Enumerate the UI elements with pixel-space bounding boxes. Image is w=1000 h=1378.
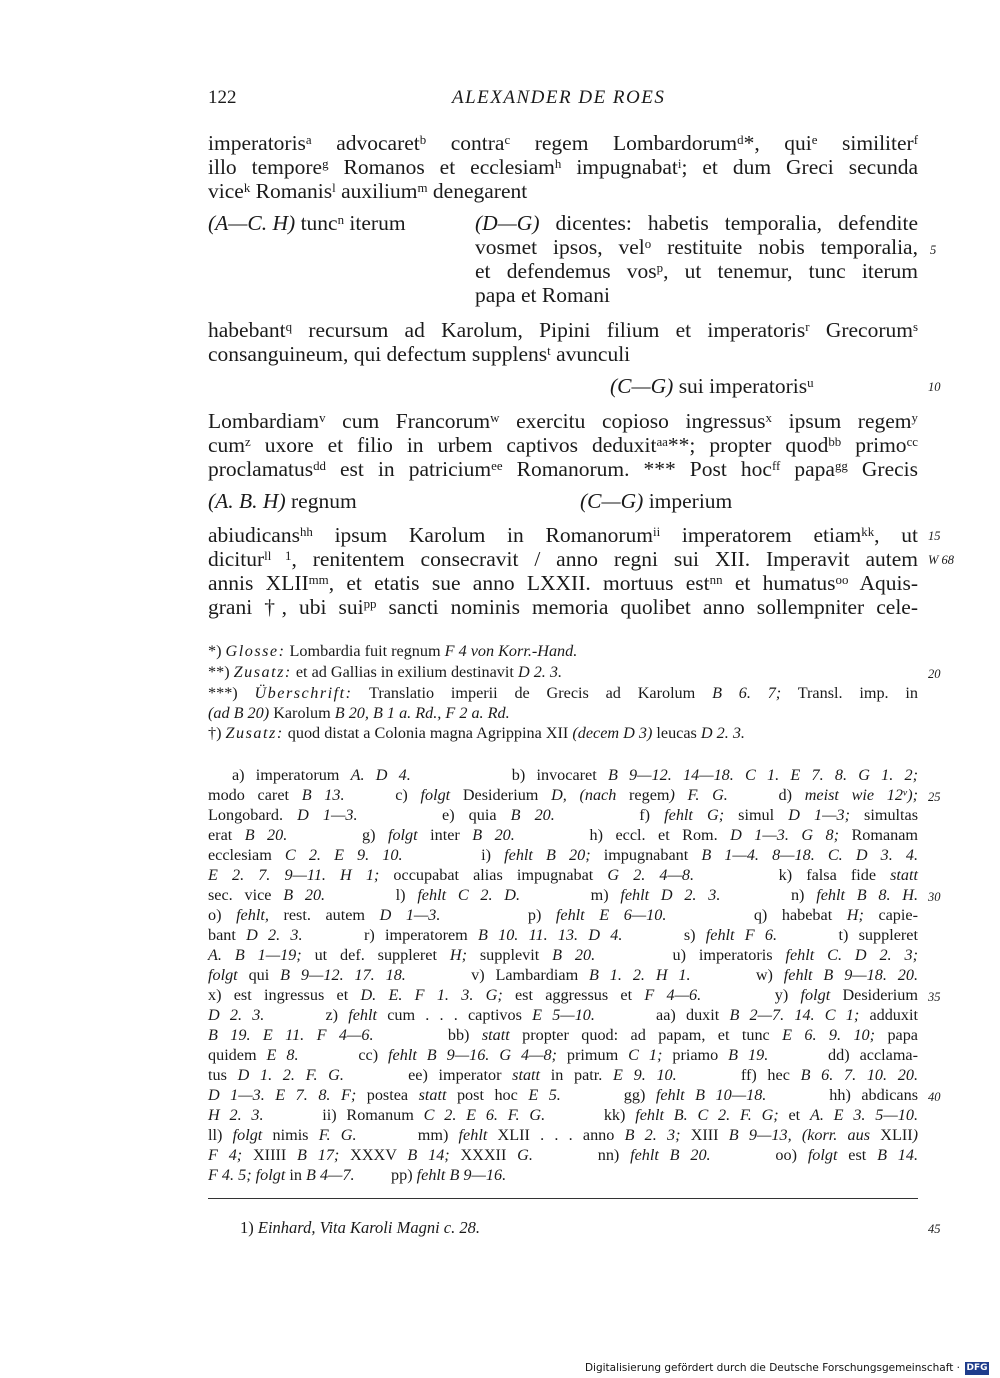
apparatus-line: B 19. E 11. F 4—6. bb) statt propter quod: ad papam, et tunc E 6. 9. 10; papa [208, 1026, 918, 1044]
body-line: dicitur$^{ll 1}$, renitentem consecravit / anno regni sui XII. Imperavit autem [208, 547, 918, 571]
apparatus-line: D 1—3. E 7. 8. F; postea statt post hoc E 5. gg) fehlt B 10—18. hh) abdicans [208, 1086, 919, 1104]
apparatus-line: ecclesiam C 2. E 9. 10. i) fehlt B 20; impugnabant B 1—4. 8—18. C. D 3. 4. [208, 846, 919, 864]
running-title: ALEXANDER DE ROES [452, 87, 666, 108]
line-number: 10 [928, 380, 941, 394]
funding-credit: Digitalisierung gefördert durch die Deutsche Forschungsgemeinschaft · [584, 1362, 960, 1374]
footnote-rule [208, 1198, 918, 1199]
apparatus-line: F 4. 5; folgt in B 4—7. pp) fehlt B 9—16. [208, 1166, 507, 1184]
apparatus-line: sec. vice B 20. l) fehlt C 2. D. m) fehlt D 2. 3. n) fehlt B 8. H. [208, 886, 919, 904]
apparatus-line: tus D 1. 2. F. G. ee) imperator statt in patr. E 9. 10. ff) hec B 6. 7. 10. 20. [208, 1066, 919, 1084]
apparatus-line: erat B 20. g) folgt inter B 20. h) eccl. et Rom. D 1—3. G 8; Romanam [208, 826, 919, 844]
asterisk-note: ***) Überschrift: Translatio imperii de Grecis ad Karolum B 6. 7; Transl. imp. in [208, 684, 918, 702]
body-line: cum$^z$ uxore et filio in urbem captivos deduxit$^{aa}$**; propter quod$^{bb}$ primo$^{cc}$ [208, 433, 919, 457]
apparatus-line: bant D 2. 3. r) imperatorem B 10. 11. 13. D 4. s) fehlt F 6. t) suppleret [208, 926, 918, 944]
asterisk-note: †) Zusatz: quod distat a Colonia magna Agrippina XII (decem D 3) leucas D 2. 3. [208, 724, 745, 742]
asterisk-note: (ad B 20) Karolum B 20, B 1 a. Rd., F 2 a. Rd. [208, 704, 510, 722]
body-line: imperatoris$^a$ advocaret$^b$ contra$^c$ regem Lombardorum$^d$*, qui$^e$ similiter$^f$ [208, 131, 918, 155]
line-number: 40 [928, 1090, 941, 1104]
variant-right: (C—G) imperium [580, 489, 733, 513]
asterisk-note: *) Glosse: Lombardia fuit regnum F 4 von Korr.-Hand. [208, 642, 578, 660]
body-line: annis $XLII^{mm}$, et etatis sue anno LXXII. mortuus est$^{nn}$ et humatus$^{oo}$ Aquis- [208, 571, 919, 595]
apparatus-line: folgt qui B 9—12. 17. 18. v) Lambardiam B 1. 2. H 1. w) fehlt B 9—18. 20. [208, 966, 919, 984]
apparatus-line: F 4; XIIII B 17; XXXV B 14; XXXII G. nn) fehlt B 20. oo) folgt est B 14. [208, 1146, 919, 1164]
variant-left: (A. B. H) regnum [208, 489, 357, 513]
apparatus-line: a) imperatorum A. D 4. b) invocaret B 9—12. 14—18. C 1. E 7. 8. G 1. 2; [232, 766, 918, 784]
line-number: 15 [928, 529, 941, 543]
dfg-logo: DFG [966, 1363, 988, 1373]
body-line: consanguineum, qui defectum supplens$^t$ avunculi [208, 342, 631, 366]
body-line: vice$^k$ Romanis$^l$ auxilium$^m$ denegarent [208, 179, 528, 203]
variant-right: et defendemus vos$^p$, ut tenemur, tunc iterum [475, 259, 918, 283]
variant-left: (A—C. H) tunc$^n$ iterum [208, 211, 406, 235]
asterisk-note: **) Zusatz: et ad Gallias in exilium destinavit D 2. 3. [208, 663, 563, 681]
line-number: 25 [928, 790, 941, 804]
apparatus-line: H 2. 3. ii) Romanum C 2. E 6. F. G. kk) fehlt B. C 2. F. G; et A. E 3. 5—10. [208, 1106, 918, 1124]
line-number: 5 [930, 243, 937, 257]
body-line: proclamatus$^{dd}$ est in patricium$^{ee}$ Romanorum. *** Post hoc$^{ff}$ papa$^{gg}$ Grecis [208, 457, 918, 481]
variant-right: (D—G) dicentes: habetis temporalia, defendite [475, 211, 918, 235]
body-line: abiudicans$^{hh}$ ipsum Karolum in Romanorum$^{ii}$ imperatorem etiam$^{kk}$, ut [208, 523, 918, 547]
apparatus-line: Longobard. D 1—3. e) quia B 20. f) fehlt G; simul D 1—3; simultas [208, 806, 919, 824]
apparatus-line: A. B 1—19; ut def. suppleret H; supplevit B 20. u) imperatoris fehlt C. D 2. 3; [208, 946, 918, 964]
footnote: 1) Einhard, Vita Karoli Magni c. 28. [240, 1218, 481, 1237]
line-number: W 68 [928, 553, 955, 567]
apparatus-line: o) fehlt, rest. autem D 1—3. p) fehlt E 6—10. q) habebat H; capie- [208, 906, 918, 924]
line-number: 20 [928, 667, 941, 681]
body-line: grani †, ubi sui$^{pp}$ sancti nominis memoria quolibet anno sollempniter cele- [208, 595, 918, 619]
variant-right: (C—G) sui imperatoris$^u$ [610, 374, 814, 398]
apparatus-line: modo caret B 13. c) folgt Desiderium D, (nach regem) F. G. d) meist wie 12$^v$); [208, 786, 919, 804]
apparatus-line: D 2. 3. z) fehlt cum . . . captivos E 5—10. aa) duxit B 2—7. 14. C 1; adduxit [208, 1006, 918, 1024]
body-line: Lombardiam$^v$ cum Francorum$^w$ exercitu copioso ingressus$^x$ ipsum regem$^y$ [208, 409, 918, 433]
apparatus-line: ll) folgt nimis F. G. mm) fehlt XLII . . . anno B 2. 3; XIII B 9—13, (korr. aus XLII) [208, 1126, 919, 1144]
line-number: 45 [928, 1222, 941, 1236]
apparatus-line: x) est ingressus et D. E. F 1. 3. G; est aggressus et F 4—6. y) folgt Desiderium [208, 986, 918, 1004]
page-number: 122 [208, 87, 237, 108]
variant-right: papa et Romani [475, 283, 610, 307]
apparatus-line: quidem E 8. cc) fehlt B 9—16. G 4—8; primum C 1; priamo B 19. dd) acclama- [208, 1046, 918, 1064]
line-number: 35 [928, 990, 941, 1004]
apparatus-line: E 2. 7. 9—11. H 1; occupabat alias impugnabat G 2. 4—8. k) falsa fide statt [208, 866, 918, 884]
variant-right: vosmet ipsos, vel$^o$ restituite nobis temporalia, [475, 235, 918, 259]
body-line: illo tempore$^g$ Romanos et ecclesiam$^h$ impugnabat$^i$; et dum Greci secunda [208, 155, 918, 179]
body-line: habebant$^q$ recursum ad Karolum, Pipini filium et imperatoris$^r$ Grecorum$^s$ [208, 318, 918, 342]
line-number: 30 [928, 890, 941, 904]
